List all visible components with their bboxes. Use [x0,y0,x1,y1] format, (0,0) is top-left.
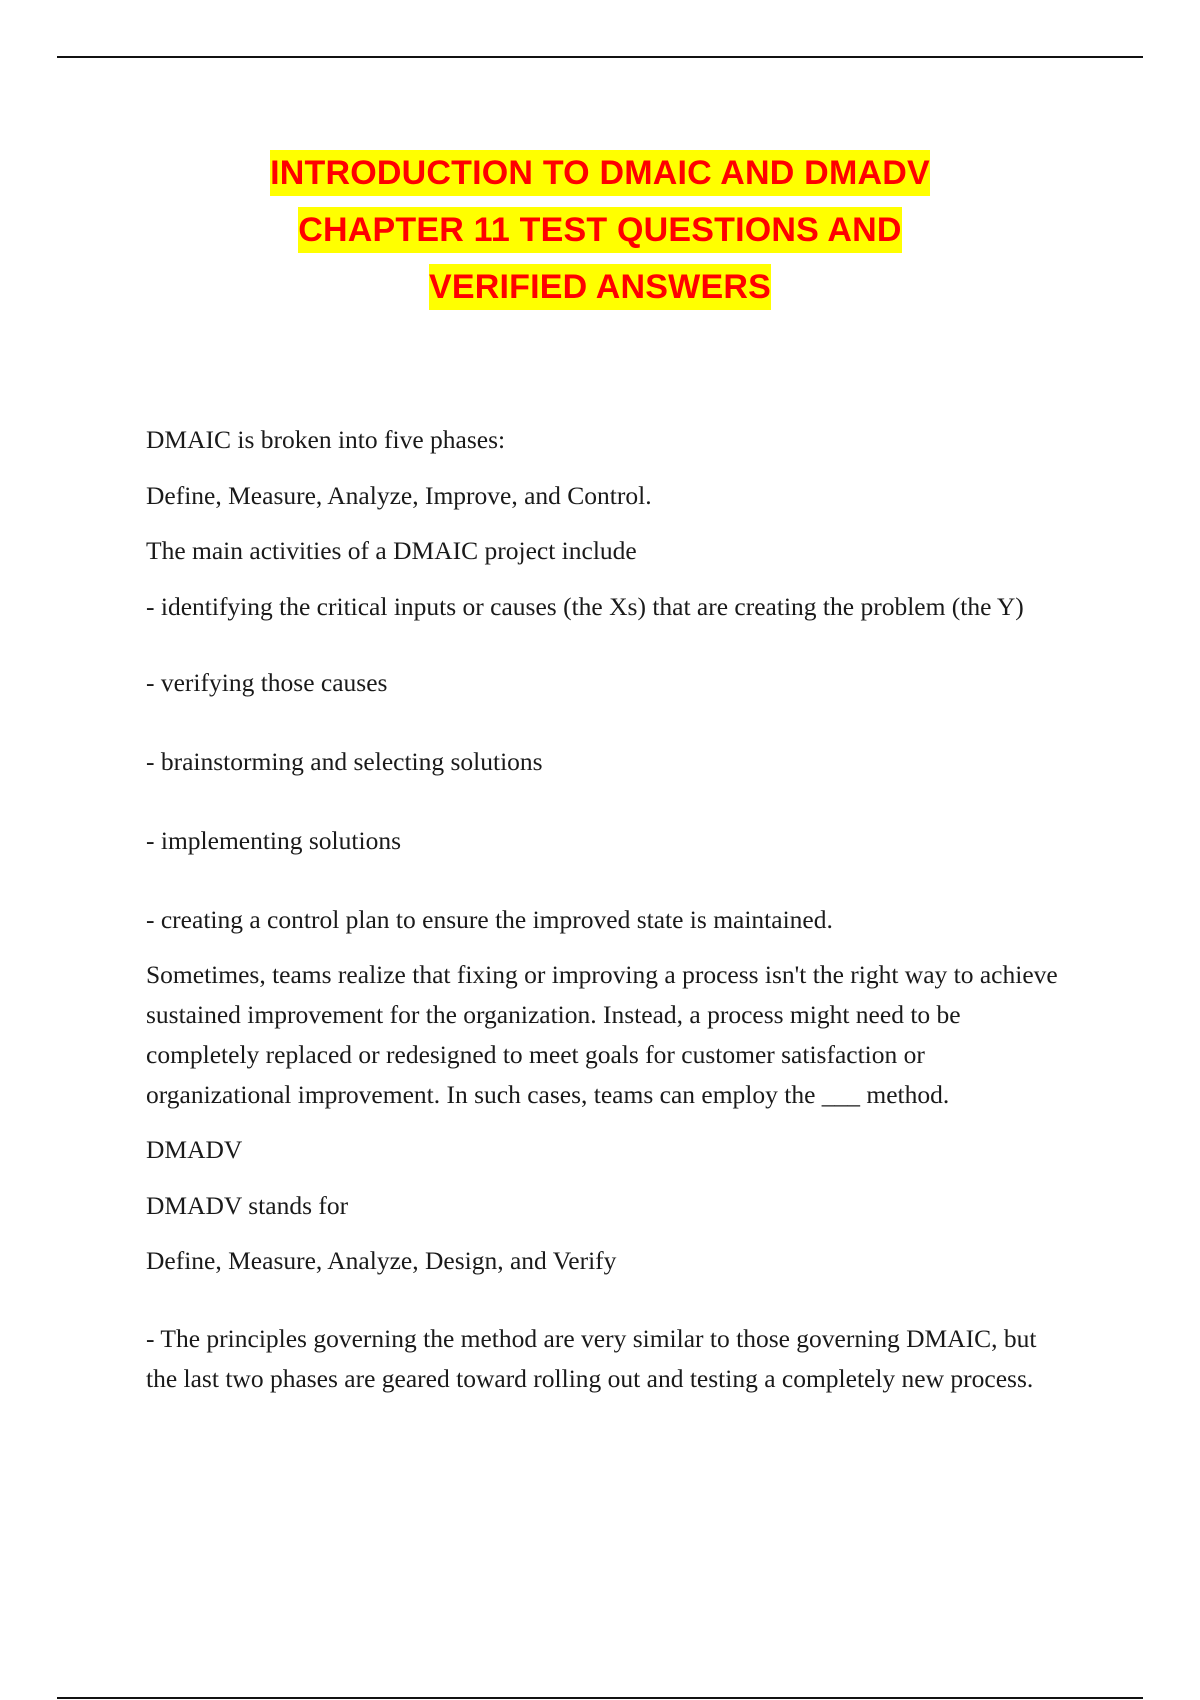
paragraph-dmaic-phases: Define, Measure, Analyze, Improve, and Control. [146,481,652,510]
bullet-brainstorming: - brainstorming and selecting solutions [146,747,543,776]
title-line-2: CHAPTER 11 TEST QUESTIONS AND [0,202,1200,259]
title-line-3: VERIFIED ANSWERS [0,259,1200,316]
paragraph-main-activities: The main activities of a DMAIC project include [146,536,637,565]
bullet-implementing: - implementing solutions [146,826,401,855]
paragraph-sometimes: Sometimes, teams realize that fixing or improving a process isn't the right way to achieve sustained improvement for the organization. Instead, a process might need to be completely replaced or redesigned to meet goals for customer satisfaction or organizational improvement. In such cases, teams can employ the ___ method. [146,960,1058,1109]
document-title [0,145,1200,316]
paragraph-dmadv-answer: DMADV [146,1135,243,1164]
bullet-principles: - The principles governing the method are very similar to those governing DMAIC, but the last two phases are geared toward rolling out and testing a completely new process. [146,1324,1037,1393]
bullet-identifying-causes: - identifying the critical inputs or causes (the Xs) that are creating the problem (the Y) [146,592,1024,621]
document-body [146,420,1066,1399]
top-rule [57,56,1143,58]
bullet-control-plan: - creating a control plan to ensure the improved state is maintained. [146,905,833,934]
paragraph-dmadv-stands-for: DMADV stands for [146,1191,349,1220]
title-line-1: INTRODUCTION TO DMAIC AND DMADV [0,145,1200,202]
bullet-verifying-causes: - verifying those causes [146,668,388,697]
paragraph-dmadv-phases: Define, Measure, Analyze, Design, and Verify [146,1246,617,1275]
bottom-rule [57,1697,1143,1699]
paragraph-phases-intro: DMAIC is broken into five phases: [146,425,506,454]
